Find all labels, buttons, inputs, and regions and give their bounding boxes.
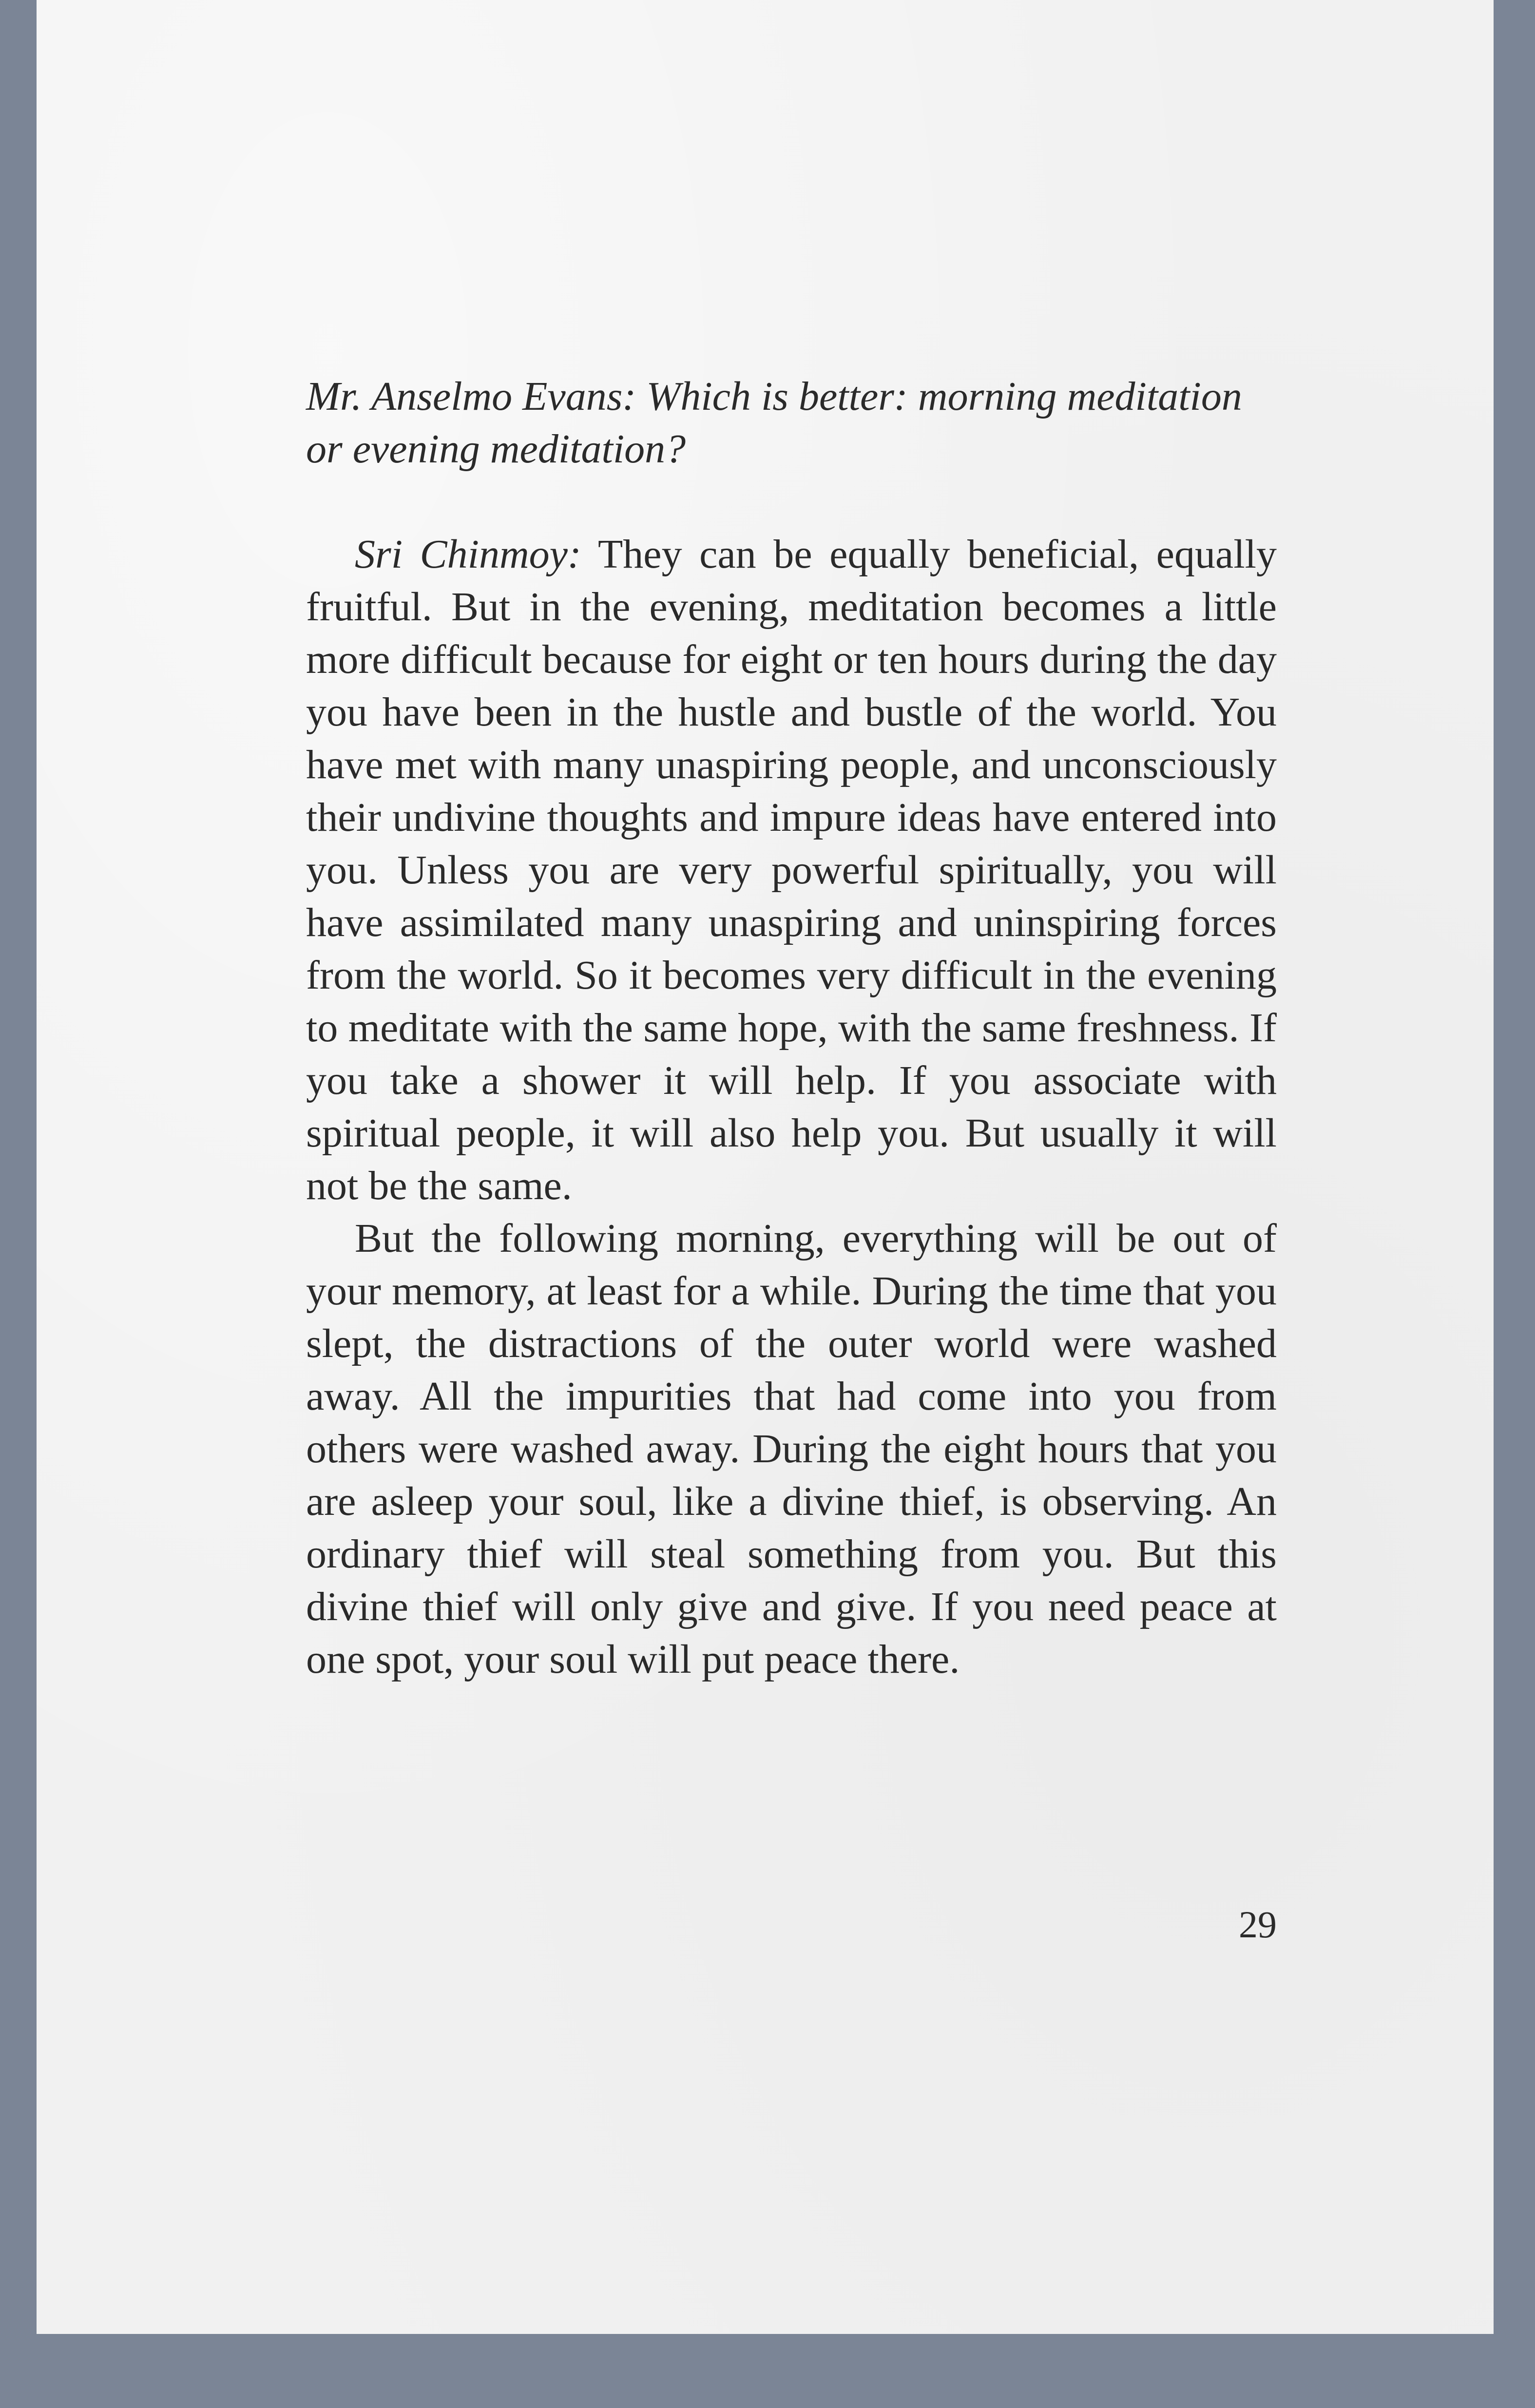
page-number: 29 — [1239, 1903, 1277, 1946]
answer-paragraph-2-text: But the following morning, everything will be out of your memory, at least for a while. During the time that you slept, the distractions of the outer world were washed away. All the impurities that had come into you from others were washed away. During the eight hours that you are asleep your soul, like a divine thief, is observing. An ordinary thief will steal something from you. But this divine thief will only give and give. If you need peace at one spot, your soul will put peace there. — [306, 1216, 1277, 1682]
answer-paragraph-1 — [306, 528, 1277, 1212]
answer-paragraph-1-text: They can be equally beneficial, equally fruitful. But in the evening, meditation becomes a little more difficult because for eight or ten hours during the day you have been in the hustle and bustle of the world. You have met with many unaspiring people, and unconsciously their undivine thoughts and impure ideas have entered into you. Unless you are very powerful spiritually, you will have assimilated many unaspiring and uninspiring forces from the world. So it becomes very difficult in the evening to meditate with the same hope, with the same freshness. If you take a shower it will help. If you associate with spiritual people, it will also help you. But usually it will not be the same. — [306, 532, 1277, 1208]
question-paragraph — [306, 370, 1277, 476]
answer-paragraph-2 — [306, 1212, 1277, 1686]
page-body — [306, 370, 1277, 1686]
question-text: Which is better: morning meditation or evening meditation? — [306, 374, 1242, 472]
question-speaker: Mr. Anselmo Evans: — [306, 374, 636, 419]
answer-speaker: Sri Chinmoy: — [355, 532, 581, 577]
